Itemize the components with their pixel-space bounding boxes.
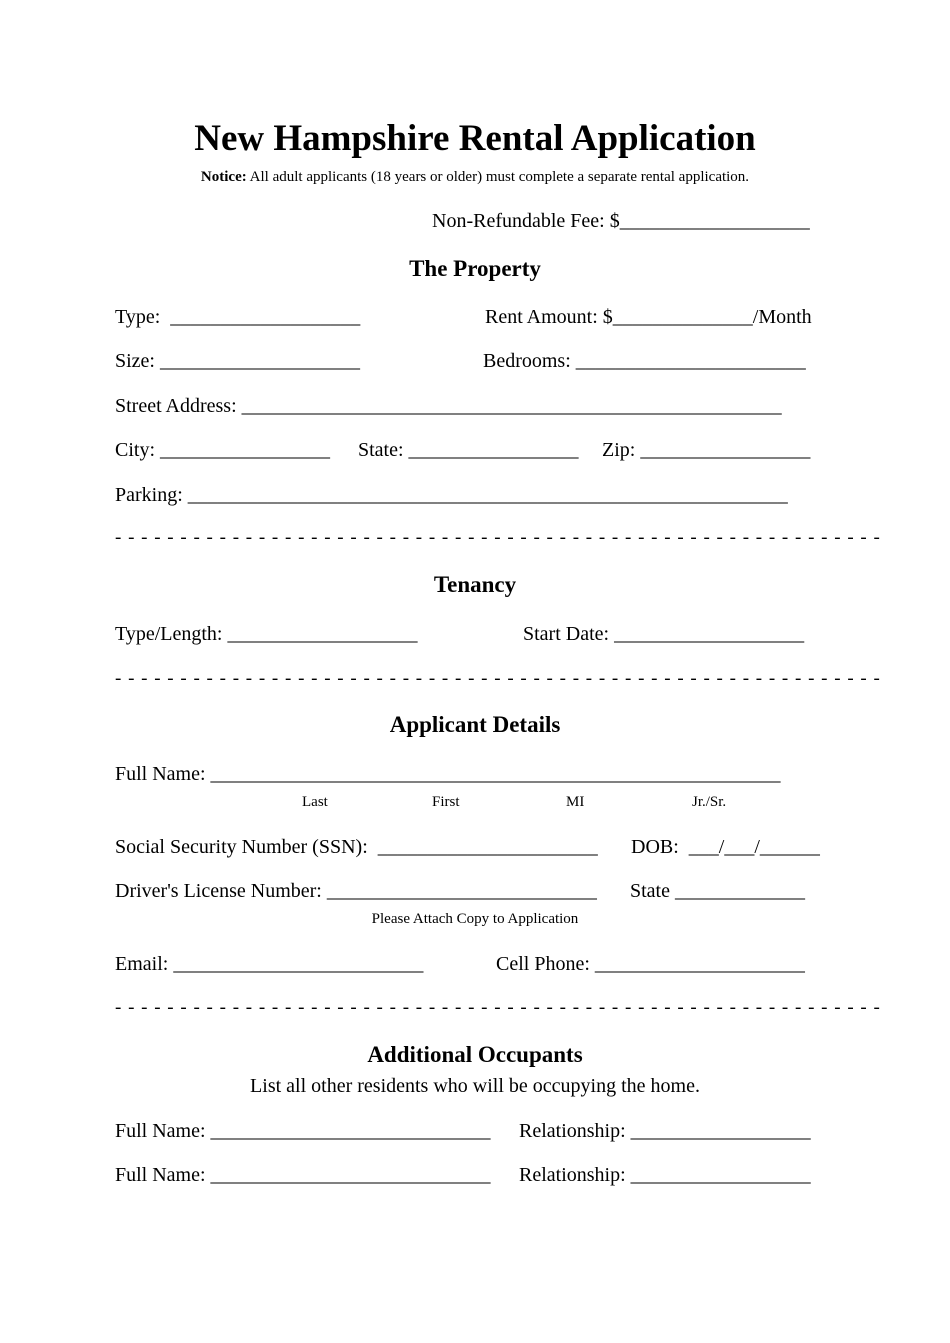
license-state-field[interactable]: State _____________ (630, 880, 805, 902)
start-date-field[interactable]: Start Date: ___________________ (523, 623, 805, 645)
city-field[interactable]: City: _________________ (115, 439, 331, 461)
section-divider: - - - - - - - - - - - - - - - - - - - - - - - - - - - - - - - - - - - - - - - - - - - - - - - - - - - - - - - - - - - (115, 527, 881, 548)
name-sublabel-suffix: Jr./Sr. (692, 794, 727, 810)
rent-amount-field[interactable]: Rent Amount: $______________/Month (485, 306, 812, 328)
property-type-field[interactable]: Type: ___________________ (115, 306, 361, 328)
occupant-relationship-field[interactable]: Relationship: __________________ (519, 1120, 811, 1142)
notice-text: All adult applicants (18 years or older) must complete a separate rental application. (246, 169, 750, 185)
section-divider: - - - - - - - - - - - - - - - - - - - - - - - - - - - - - - - - - - - - - - - - - - - - - - - - - - - - - - - - - - - (115, 997, 881, 1018)
tenancy-type-length-field[interactable]: Type/Length: ___________________ (115, 623, 418, 645)
dob-field[interactable]: DOB: ___/___/______ (631, 836, 820, 858)
fee-field[interactable]: Non-Refundable Fee: $___________________ (432, 210, 810, 232)
section-heading-property: The Property (409, 256, 541, 281)
section-divider: - - - - - - - - - - - - - - - - - - - - - - - - - - - - - - - - - - - - - - - - - - - - - - - - - - - - - - - - - - - (115, 668, 881, 689)
section-heading-occupants: Additional Occupants (367, 1042, 583, 1067)
email-field[interactable]: Email: _________________________ (115, 953, 424, 975)
section-heading-tenancy: Tenancy (433, 572, 517, 597)
ssn-field[interactable]: Social Security Number (SSN): ______________________ (115, 836, 598, 858)
street-address-field[interactable]: Street Address: ______________________________________________________ (115, 395, 782, 417)
occupant-name-field[interactable]: Full Name: ____________________________ (115, 1120, 491, 1142)
zip-field[interactable]: Zip: _________________ (602, 439, 811, 461)
cell-phone-field[interactable]: Cell Phone: _____________________ (496, 953, 805, 975)
drivers-license-field[interactable]: Driver's License Number: ___________________________ (115, 880, 597, 902)
state-field[interactable]: State: _________________ (358, 439, 579, 461)
attach-copy-note: Please Attach Copy to Application (371, 911, 579, 927)
bedrooms-field[interactable]: Bedrooms: _______________________ (483, 350, 806, 372)
name-sublabel-last: Last (302, 794, 328, 810)
name-sublabel-mi: MI (566, 794, 585, 810)
name-sublabel-first: First (432, 794, 460, 810)
form-title: New Hampshire Rental Application (194, 118, 756, 159)
occupants-subtitle: List all other residents who will be occupying the home. (250, 1075, 700, 1097)
section-heading-applicant: Applicant Details (389, 712, 561, 737)
property-size-field[interactable]: Size: ____________________ (115, 350, 360, 372)
notice-label: Notice: (200, 169, 247, 185)
occupant-relationship-field[interactable]: Relationship: __________________ (519, 1164, 811, 1186)
parking-field[interactable]: Parking: ____________________________________________________________ (115, 484, 788, 506)
notice-line (0, 170, 950, 185)
occupant-name-field[interactable]: Full Name: ____________________________ (115, 1164, 491, 1186)
applicant-full-name-field[interactable]: Full Name: _________________________________________________________ (115, 763, 781, 785)
